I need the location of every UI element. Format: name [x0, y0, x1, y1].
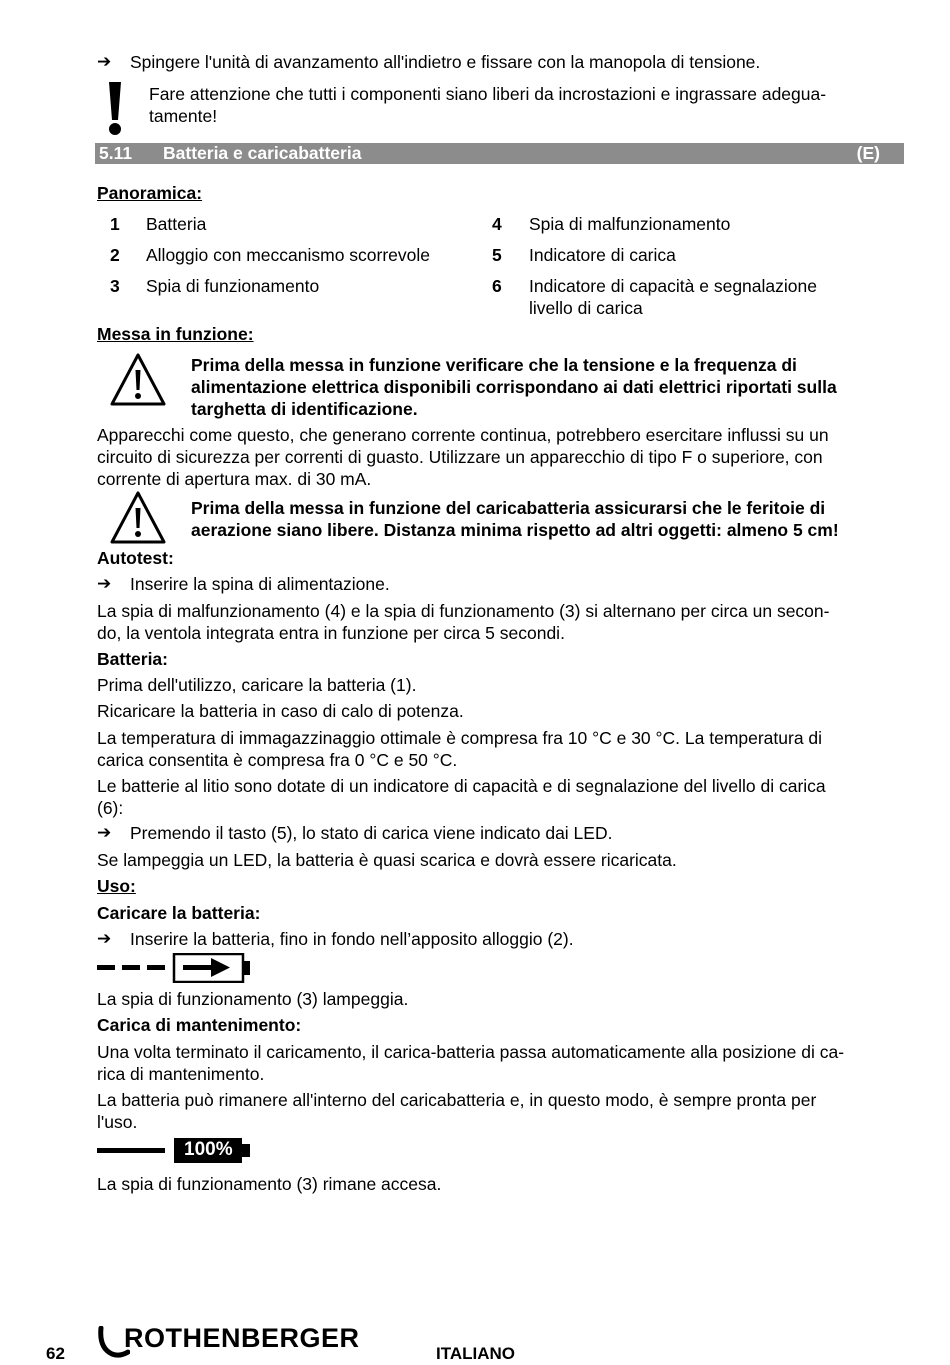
overview-num: 2 — [110, 245, 120, 265]
overview-num: 5 — [492, 245, 502, 265]
maintenance-heading: Carica di mantenimento: — [97, 1015, 302, 1035]
selftest-step: Inserire la spina di alimentazione. — [130, 574, 390, 594]
paragraph-line: circuito di sicurezza per correnti di guasto. Utilizzare un apparecchio di tipo F o superiore, con — [97, 447, 823, 467]
paragraph-line: Apparecchi come questo, che generano corrente continua, potrebbero esercitare influssi su un — [97, 425, 829, 445]
arrow-right-icon: ➔ — [97, 823, 112, 842]
arrow-right-icon: ➔ — [97, 52, 112, 71]
charge-step: Inserire la batteria, fino in fondo nell’apposito alloggio (2). — [130, 929, 574, 949]
overview-label: Batteria — [146, 214, 207, 234]
warning-text: aerazione siano libere. Distanza minima rispetto ad altri oggetti: almeno 5 cm! — [191, 520, 839, 540]
section-number: 5.11 — [99, 143, 133, 163]
overview-num: 3 — [110, 276, 120, 296]
section-code: (E) — [856, 143, 880, 163]
exclamation-icon — [106, 82, 124, 136]
warning-text: targhetta di identificazione. — [191, 399, 418, 419]
overview-heading: Panoramica: — [97, 183, 203, 203]
warning-text: Prima della messa in funzione verificare che la tensione e la frequenza di — [191, 355, 797, 375]
overview-num: 4 — [492, 214, 502, 234]
overview-num: 6 — [492, 276, 502, 296]
paragraph-line: Le batterie al litio sono dotate di un indicatore di capacità e di segnalazione del livello di carica — [97, 776, 826, 796]
selftest-heading: Autotest: — [97, 548, 174, 568]
led-blinking-icon — [97, 953, 257, 983]
led-steady-icon — [97, 1137, 257, 1165]
overview-label: Indicatore di capacità e segnalazione — [529, 276, 817, 296]
overview-label-cont: livello di carica — [529, 298, 643, 318]
paragraph-line: do, la ventola integrata entra in funzione per circa 5 secondi. — [97, 623, 565, 643]
warning-triangle-icon — [109, 352, 167, 408]
warning-triangle-icon — [109, 490, 167, 546]
arrow-right-icon: ➔ — [97, 574, 112, 593]
paragraph-line: La spia di funzionamento (3) lampeggia. — [97, 989, 409, 1009]
battery-full-label: 100% — [184, 1139, 233, 1160]
overview-label: Spia di malfunzionamento — [529, 214, 731, 234]
brand-logo: ROTHENBERGER — [124, 1323, 360, 1353]
paragraph-line: La spia di malfunzionamento (4) e la spia di funzionamento (3) si alternano per circa un secon- — [97, 601, 830, 621]
intro-note-cont: tamente! — [149, 106, 218, 126]
paragraph-line: rica di mantenimento. — [97, 1064, 265, 1084]
paragraph-line: La batteria può rimanere all'interno del caricabatteria e, in questo modo, è sempre pronta per — [97, 1090, 817, 1110]
paragraph-line: Se lampeggia un LED, la batteria è quasi scarica e dovrà essere ricaricata. — [97, 850, 677, 870]
overview-label: Indicatore di carica — [529, 245, 676, 265]
section-header — [95, 143, 904, 164]
footer-language: ITALIANO — [436, 1344, 516, 1363]
paragraph-line: La spia di funzionamento (3) rimane accesa. — [97, 1174, 442, 1194]
paragraph-line: carica consentita è compresa fra 0 °C e 50 °C. — [97, 750, 458, 770]
battery-heading: Batteria: — [97, 649, 168, 669]
intro-step: Spingere l'unità di avanzamento all'indietro e fissare con la manopola di tensione. — [130, 52, 761, 72]
paragraph-line: l'uso. — [97, 1112, 138, 1132]
overview-num: 1 — [110, 214, 120, 234]
arrow-right-icon: ➔ — [97, 929, 112, 948]
section-title: Batteria e caricabatteria — [163, 143, 362, 163]
warning-text: Prima della messa in funzione del caricabatteria assicurarsi che le feritoie di — [191, 498, 826, 518]
commissioning-heading: Messa in funzione: — [97, 324, 254, 344]
paragraph-line: La temperatura di immagazzinaggio ottimale è compresa fra 10 °C e 30 °C. La temperatura di — [97, 728, 823, 748]
paragraph-line: Ricaricare la batteria in caso di calo di potenza. — [97, 701, 464, 721]
paragraph-line: Prima dell'utilizzo, caricare la batteria (1). — [97, 675, 417, 695]
charge-heading: Caricare la batteria: — [97, 903, 261, 923]
page-number: 62 — [46, 1344, 65, 1363]
warning-text: alimentazione elettrica disponibili corrispondano ai dati elettrici riportati sulla — [191, 377, 837, 397]
paragraph-line: Una volta terminato il caricamento, il carica-batteria passa automaticamente alla posizione di ca- — [97, 1042, 845, 1062]
battery-step: Premendo il tasto (5), lo stato di carica viene indicato dai LED. — [130, 823, 613, 843]
overview-label: Spia di funzionamento — [146, 276, 320, 296]
overview-label: Alloggio con meccanismo scorrevole — [146, 245, 431, 265]
paragraph-line: corrente di apertura max. di 30 mA. — [97, 469, 372, 489]
paragraph-line: (6): — [97, 798, 124, 818]
usage-heading: Uso: — [97, 876, 136, 896]
intro-note: Fare attenzione che tutti i componenti siano liberi da incrostazioni e ingrassare adegua- — [149, 84, 827, 104]
